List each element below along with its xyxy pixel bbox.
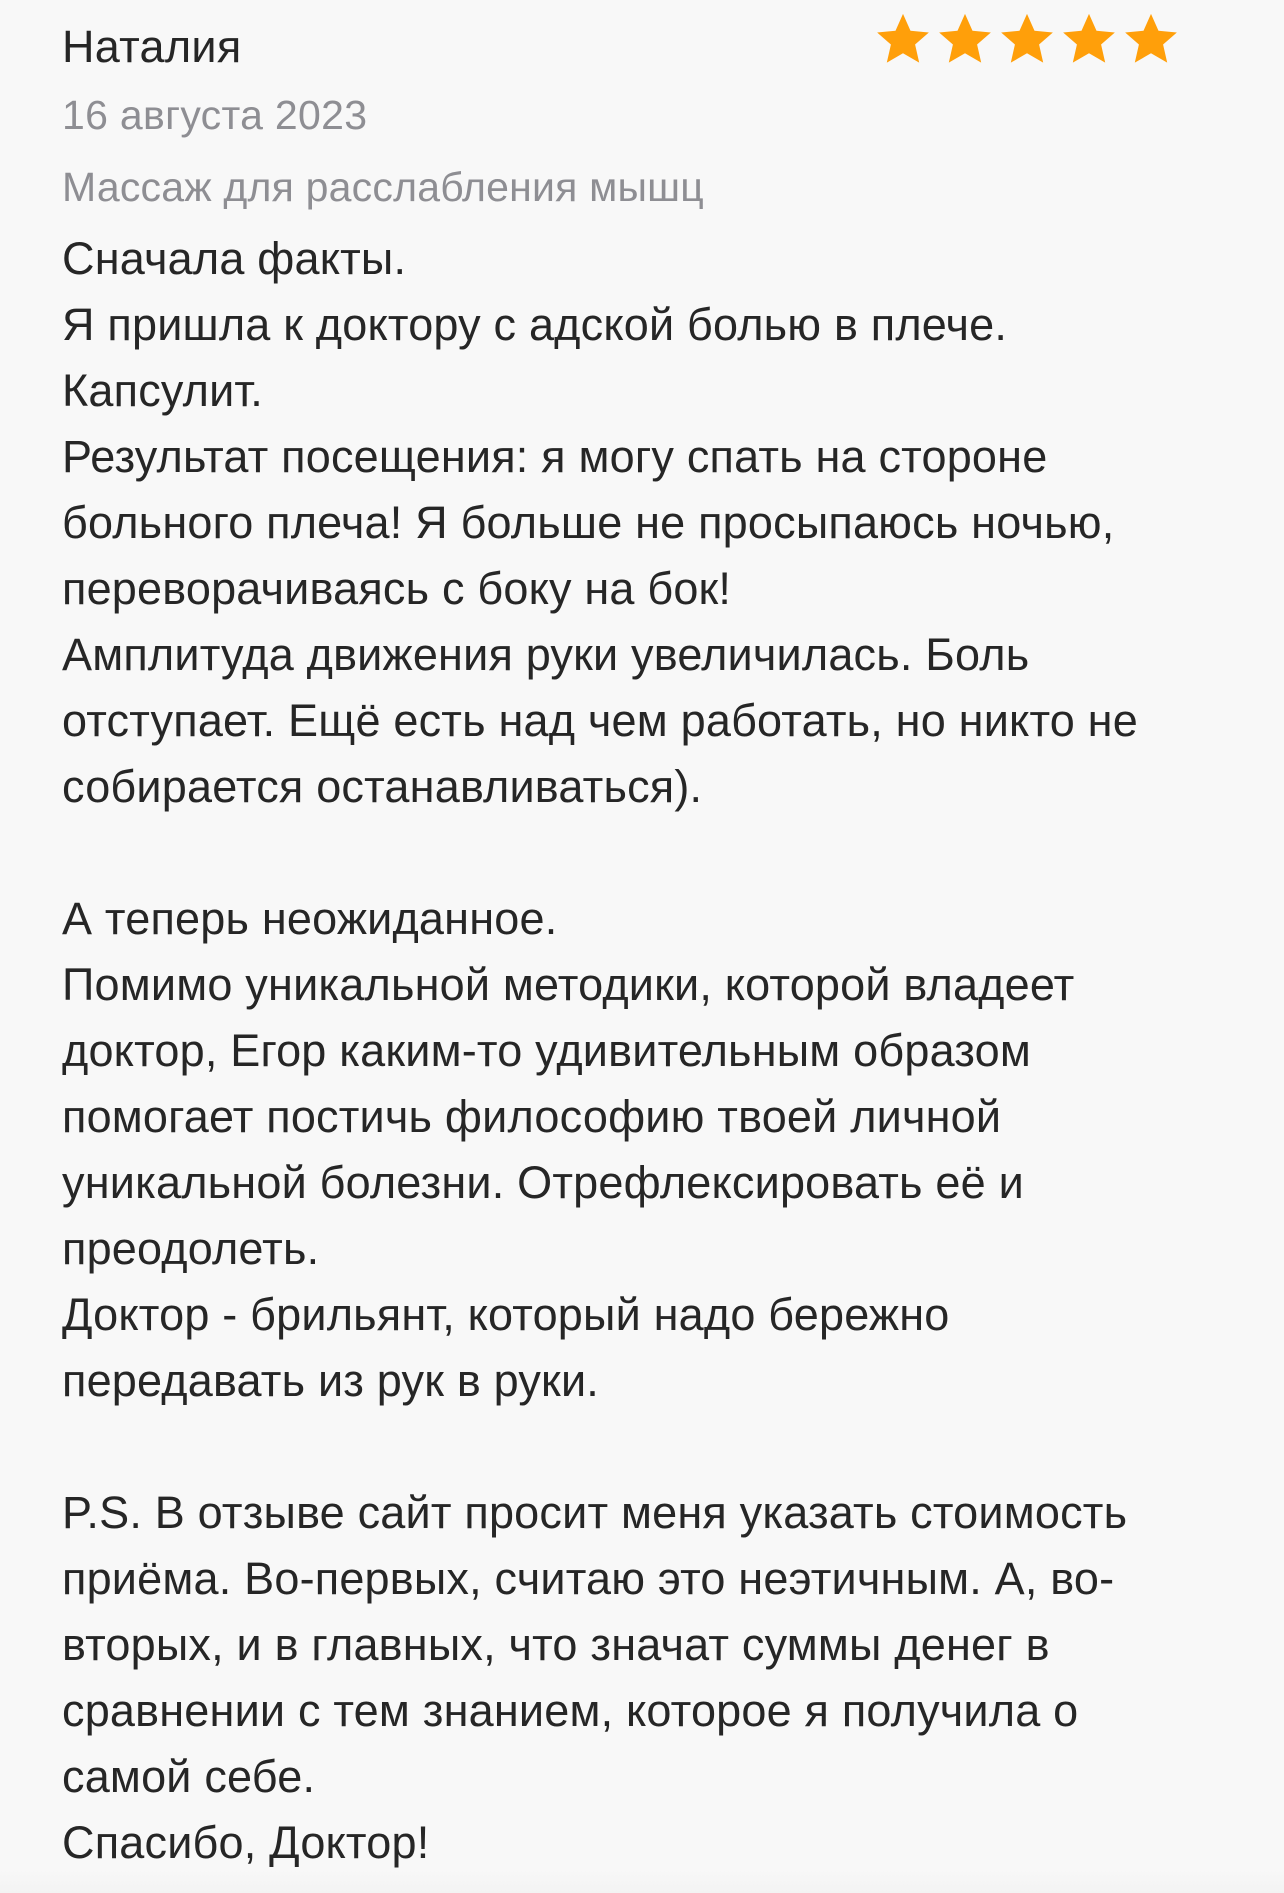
review-text-blank — [62, 1414, 1222, 1480]
review-text-line: собирается останавливаться). — [62, 761, 703, 812]
star-icon — [1060, 10, 1118, 68]
review-text-line: Спасибо, Доктор! — [62, 1817, 430, 1868]
review-text-line: Амплитуда движения руки увеличилась. Боль — [62, 629, 1030, 680]
review-text-line: переворачиваясь с боку на бок! — [62, 563, 732, 614]
star-icon — [936, 10, 994, 68]
author-name: Наталия — [62, 21, 242, 72]
review-text-blank — [62, 820, 1222, 886]
star-icon — [1122, 10, 1180, 68]
bottom-fade — [0, 1869, 1284, 1893]
review-text-line: передавать из рук в руки. — [62, 1355, 599, 1406]
review-date: 16 августа 2023 — [62, 92, 368, 138]
review-text-line: P.S. В отзыве сайт просит меня указать стоимость — [62, 1487, 1128, 1538]
star-icon — [874, 10, 932, 68]
review-text-line: Я пришла к доктору с адской болью в плече. — [62, 299, 1008, 350]
review-text-line: приёма. Во-первых, считаю это неэтичным. А, во- — [62, 1553, 1115, 1604]
review-text-line: Капсулит. — [62, 365, 263, 416]
review-text-line: Помимо уникальной методики, которой владеет — [62, 959, 1075, 1010]
review-text — [62, 226, 1222, 1876]
review-text-line: Доктор - брильянт, который надо бережно — [62, 1289, 950, 1340]
review-text-line: вторых, и в главных, что значат суммы денег в — [62, 1619, 1050, 1670]
review-text-line: А теперь неожиданное. — [62, 893, 558, 944]
service-name: Массаж для расслабления мышц — [62, 164, 704, 210]
review-text-line: сравнении с тем знанием, которое я получила о — [62, 1685, 1079, 1736]
review-text-line: преодолеть. — [62, 1223, 320, 1274]
star-rating — [874, 10, 1180, 68]
review-text-line: доктор, Егор каким-то удивительным образом — [62, 1025, 1031, 1076]
review-text-line: уникальной болезни. Отрефлексировать её и — [62, 1157, 1024, 1208]
star-icon — [998, 10, 1056, 68]
review-text-line: помогает постичь философию твоей личной — [62, 1091, 1002, 1142]
review-text-line: самой себе. — [62, 1751, 316, 1802]
review-text-line: отступает. Ещё есть над чем работать, но никто не — [62, 695, 1138, 746]
review-text-line: больного плеча! Я больше не просыпаюсь ночью, — [62, 497, 1115, 548]
review-header — [62, 0, 1222, 85]
review-text-line: Сначала факты. — [62, 233, 407, 284]
review-text-line: Результат посещения: я могу спать на стороне — [62, 431, 1048, 482]
